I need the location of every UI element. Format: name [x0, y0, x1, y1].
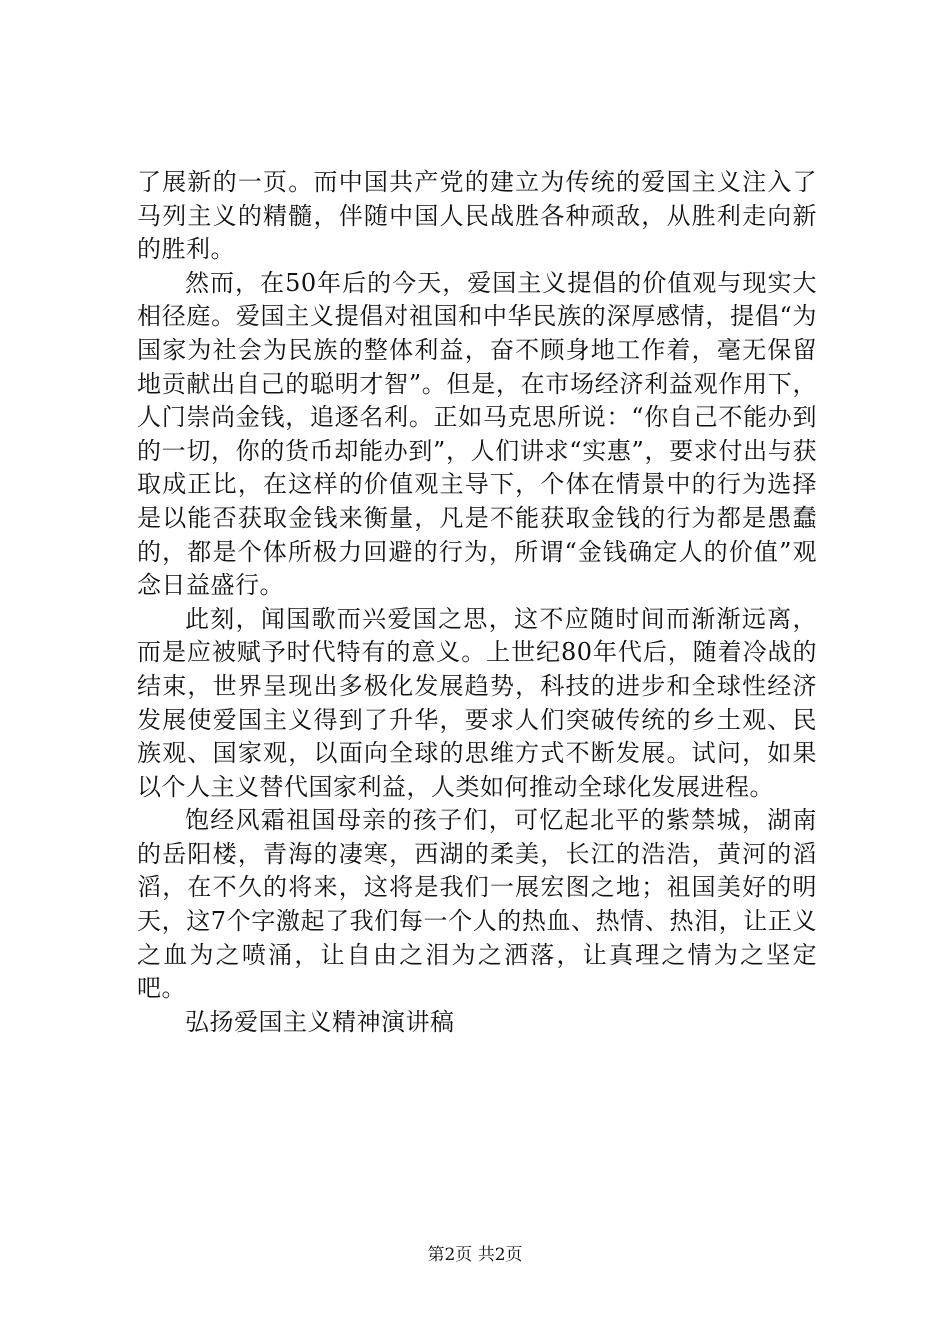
paragraph-continuation: 了展新的一页。而中国共产党的建立为传统的爱国主义注入了马列主义的精髓，伴随中国人民战胜各种顽敌，从胜利走向新的胜利。 — [137, 168, 817, 264]
paragraph-motherland: 饱经风霜祖国母亲的孩子们，可忆起北平的紫禁城，湖南的岳阳楼，青海的凄寒，西湖的柔美，长江的浩浩，黄河的滔滔，在不久的将来，这将是我们一展宏图之地；祖国美好的明天，这7个字激起了我们每一个人的热血、热情、热泪，让正义之血为之喷涌，让自由之泪为之洒落，让真理之情为之坚定吧。 — [137, 806, 817, 1003]
page-footer: 第2页 共2页 — [427, 1245, 523, 1265]
paragraph-values: 然而，在50年后的今天，爱国主义提倡的价值观与现实大相径庭。爱国主义提倡对祖国和中华民族的深厚感情，提倡“为国家为社会为民族的整体利益，奋不顾身地工作着，毫无保留地贡献出自己的聪明才智”。但是，在市场经济利益观作用下，人门崇尚金钱，追逐名利。正如马克思所说：“你自己不能办到的一切，你的货币却能办到”，人们讲求“实惠”，要求付出与获取成正比，在这样的价值观主导下，个体在情景中的行为选择是以能否获取金钱来衡量，凡是不能获取金钱的行为都是愚蠢的，都是个体所极力回避的行为，所谓“金钱确定人的价值”观念日益盛行。 — [137, 268, 817, 600]
document-body — [137, 166, 817, 1039]
document-title-line: 弘扬爱国主义精神演讲稿 — [185, 1007, 455, 1036]
paragraph-national-anthem: 此刻，闻国歌而兴爱国之思，这不应随时间而渐渐远离，而是应被赋予时代特有的意义。上世纪80年代后，随着冷战的结束，世界呈现出多极化发展趋势，科技的进步和全球性经济发展使爱国主义得到了升华，要求人们突破传统的乡土观、民族观、国家观，以面向全球的思维方式不断发展。试问，如果以个人主义替代国家利益，人类如何推动全球化发展进程。 — [137, 604, 817, 801]
